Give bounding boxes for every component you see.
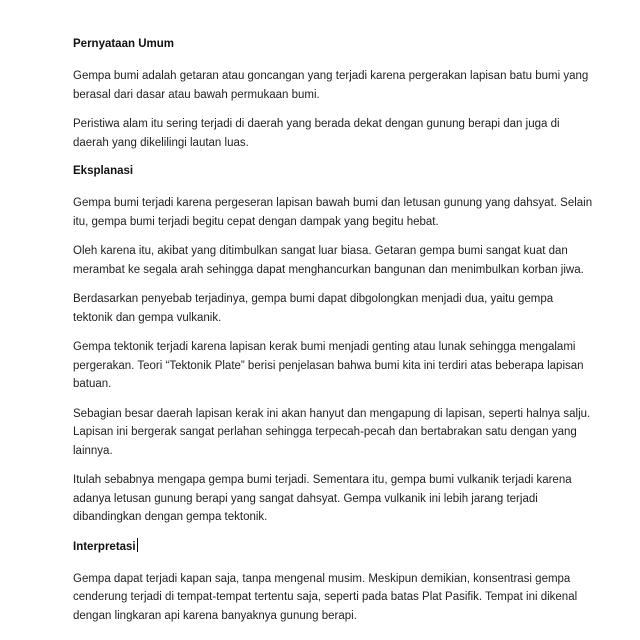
paragraph: Oleh karena itu, akibat yang ditimbulkan sangat luar biasa. Getaran gempa bumi sangat kuat dan merambat ke segala arah sehingga dapat menghancurkan bangunan dan menimbulkan korban jiwa. [73,245,584,276]
paragraph: Gempa bumi terjadi karena pergeseran lapisan bawah bumi dan letusan gunung yang dahsyat. Selain itu, gempa bumi terjadi begitu cepat dengan dampak yang begitu hebat. [73,197,593,228]
paragraph: Gempa bumi adalah getaran atau goncangan yang terjadi karena pergerakan lapisan batu bumi yang berasal dari dasar atau bawah permukaan bumi. [73,70,589,101]
paragraph: Berdasarkan penyebab terjadinya, gempa bumi dapat dibgolongkan menjadi dua, yaitu gempa tektonik dan gempa vulkanik. [73,293,554,324]
text-cursor [137,538,138,552]
paragraph: Sebagian besar daerah lapisan kerak ini akan hanyut dan mengapung di lapisan, seperti halnya salju. Lapisan ini bergerak sangat perlahan sehingga terpecah-pecah dan bertabrakan satu dengan yang lainnya. [73,407,591,457]
section-heading-interpretasi-wrapper [73,538,593,556]
section-heading-pernyataan-umum: Pernyataan Umum [73,38,174,50]
section-heading-eksplanasi: Eksplanasi [73,165,134,177]
paragraph: Gempa tektonik terjadi karena lapisan kerak bumi menjadi genting atau lunak sehingga mengalami pergerakan. Teori “Tektonik Plate” berisi penjelasan bahwa bumi kita ini terdiri atas beberapa lapisan batuan. [73,341,584,390]
paragraph: Gempa dapat terjadi kapan saja, tanpa mengenal musim. Meskipun demikian, konsentrasi gempa cenderung terjadi di tempat-tempat tertentu saja, seperti pada batas Plat Pasifik. Tempat ini dikenal dengan lingkaran api karena banyaknya gunung berapi. [73,572,578,622]
paragraph: Peristiwa alam itu sering terjadi di daerah yang berada dekat dengan gunung berapi dan juga di daerah yang dikelilingi lautan luas. [73,118,560,149]
document-page[interactable] [73,36,593,636]
section-heading-interpretasi: Interpretasi [73,540,136,553]
paragraph: Itulah sebabnya mengapa gempa bumi terjadi. Sementara itu, gempa bumi vulkanik terjadi karena adanya letusan gunung berapi yang sangat dahsyat. Gempa vulkanik ini lebih jarang terjadi dibandingkan dengan gempa tektonik. [73,474,572,523]
